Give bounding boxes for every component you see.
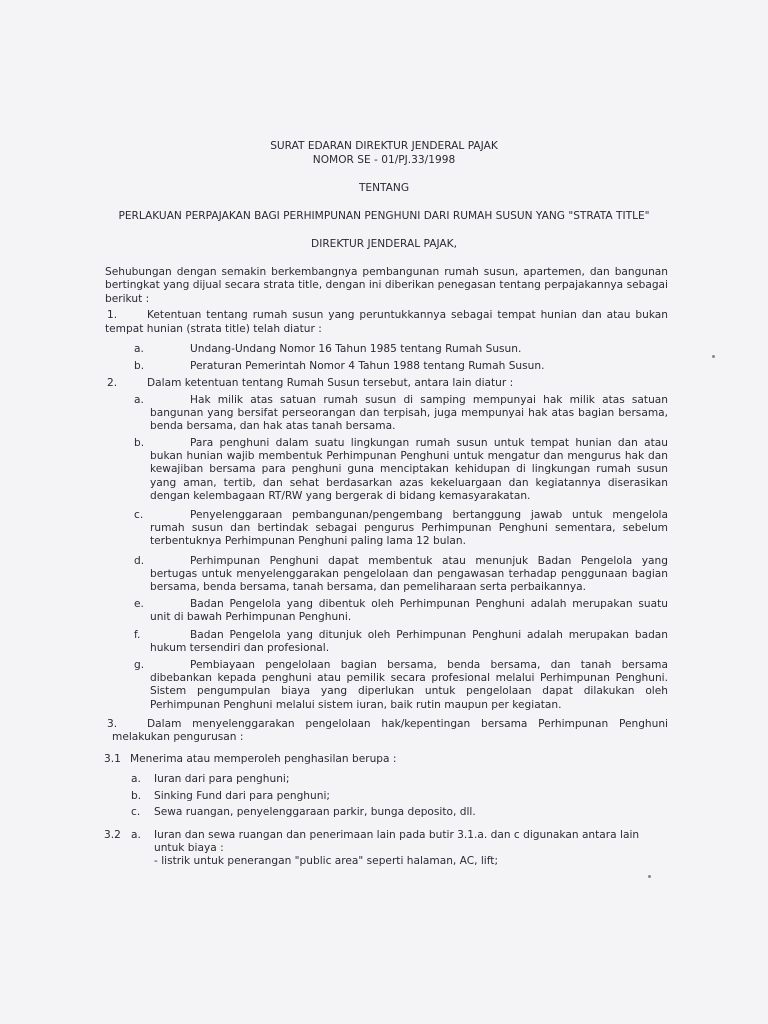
- sub-item-first-line: [190, 437, 668, 450]
- decree-subject: PERLAKUAN PERPAJAKAN BAGI PERHIMPUNAN PENGHUNI DARI RUMAH SUSUN YANG "STRATA TITLE": [118, 210, 650, 222]
- sub-line: Perhimpunan Penghuni dapat membentuk atau menunjuk Badan Pengelola yang: [190, 555, 668, 567]
- sub-line: Iuran dan sewa ruangan dan penerimaan lain pada butir 3.1.a. dan c digunakan antara lain: [154, 829, 640, 841]
- item-number: 1.: [107, 309, 118, 321]
- sub-item-first-line: [190, 555, 668, 568]
- sub-line: benda bersama, dan hak atas tanah bersama.: [150, 420, 396, 433]
- sub-item-text: Peraturan Pemerintah Nomor 4 Tahun 1988 tentang Rumah Susun.: [190, 360, 545, 372]
- sub-item-text: Sewa ruangan, penyelenggaraan parkir, bunga deposito, dll.: [154, 806, 476, 818]
- item-1-text: [147, 309, 668, 322]
- sub-number: a.: [131, 829, 141, 841]
- item-1-line: tempat hunian (strata title) telah diatur :: [105, 323, 322, 335]
- intro-line: bertingkat yang dijual secara strata title, dengan ini diberikan penegasan tentang perpajakannya sebagai: [105, 279, 668, 292]
- sub-line: Para penghuni dalam suatu lingkungan rumah susun untuk tempat hunian dan atau: [190, 437, 668, 449]
- sub-number: c.: [131, 806, 141, 818]
- sub-item-first-line: [190, 509, 668, 522]
- sub-item-text: Sinking Fund dari para penghuni;: [154, 790, 330, 802]
- sub-number: g.: [134, 659, 145, 671]
- sub-line: terbentuknya Perhimpunan Penghuni paling lama 12 bulan.: [150, 535, 466, 548]
- sub-line: dibebankan kepada penghuni atau pemilik secara profesional melalui Perhimpunan Penghuni.: [150, 672, 668, 684]
- sub-item-body: [150, 407, 668, 434]
- sub-number: a.: [131, 773, 141, 785]
- sub-line: bukan hunian wajib membentuk Perhimpunan Penghuni untuk mengatur dan mengurus hak dan: [150, 450, 668, 462]
- sub-line: unit di bawah Perhimpunan Penghuni.: [150, 611, 352, 623]
- item-2-text: Dalam ketentuan tentang Rumah Susun tersebut, antara lain diatur :: [147, 377, 514, 389]
- sub-item-body: [150, 672, 668, 712]
- sub-line: rumah susun dan bertindak sebagai pengurus Perhimpunan Penghuni sementara, sebelum: [150, 522, 668, 534]
- tentang-heading: TENTANG: [358, 182, 410, 194]
- sub-number: c.: [134, 509, 144, 521]
- sub-line: Pembiayaan pengelolaan bagian bersama, benda bersama, dan tanah bersama: [190, 659, 668, 671]
- item-number: 3.: [107, 718, 118, 730]
- sub-line: Perhimpunan Penghuni melalui sistem iuran, baik rutin maupun per kegiatan.: [150, 698, 562, 711]
- sub-line: - listrik untuk penerangan "public area" seperti halaman, AC, lift;: [154, 855, 499, 867]
- sub-item-first-line: [190, 598, 668, 611]
- sub-item-first-line: [190, 659, 668, 672]
- decree-title: SURAT EDARAN DIREKTUR JENDERAL PAJAK: [270, 140, 498, 152]
- scan-speck: [648, 875, 651, 878]
- sub-line: yang aman, tertib, dan sehat berdasarkan azas kekeluargaan dan kegiatannya diserasikan: [150, 476, 668, 489]
- sub-line: dengan kelembagaan RT/RW yang bergerak di bidang kemasyarakatan.: [150, 490, 531, 503]
- sub-line: Hak milik atas satuan rumah susun di samping mempunyai hak milik atas satuan: [190, 394, 668, 406]
- sub-number: a.: [134, 394, 144, 406]
- sub-line: bersama, benda bersama, tanah bersama, dan pemeliharaan serta perbaikannya.: [150, 581, 586, 594]
- sub-line: bertugas untuk menyelenggarakan pengelolaan dan pengawasan terhadap penggunaan bagian: [150, 568, 668, 580]
- sub-item-first-line: [190, 629, 668, 642]
- item-3-text: [147, 718, 668, 731]
- item-1-line: Ketentuan tentang rumah susun yang peruntukkannya sebagai tempat hunian dan atau bukan: [147, 309, 668, 321]
- sub-number: a.: [134, 343, 144, 355]
- scan-speck: [712, 355, 715, 358]
- sub-item-text: Iuran dari para penghuni;: [154, 773, 290, 785]
- sub-line: Sistem pengumpulan biaya yang diperlukan untuk pengelolaan dapat dilakukan oleh: [150, 685, 668, 698]
- sub-item-first-line: [190, 394, 668, 407]
- sub-number: d.: [134, 555, 145, 567]
- item-number: 3.2: [104, 829, 121, 841]
- decree-number: NOMOR SE - 01/PJ.33/1998: [312, 154, 456, 166]
- sub-number: f.: [134, 629, 141, 641]
- sub-number: e.: [134, 598, 144, 610]
- item-3-1-text: Menerima atau memperoleh penghasilan berupa :: [130, 753, 397, 765]
- intro-paragraph: [105, 266, 668, 306]
- sub-item-body: [150, 568, 668, 595]
- sub-number: b.: [134, 360, 145, 372]
- sub-line: kewajiban bersama para penghuni guna menciptakan kehidupan di lingkungan rumah susun: [150, 463, 668, 476]
- sub-item-text: Undang-Undang Nomor 16 Tahun 1985 tentang Rumah Susun.: [190, 343, 522, 355]
- item-number: 3.1: [104, 753, 121, 765]
- sub-line: bangunan yang bersifat perseorangan dan terpisah, juga mempunyai hak atas bagian bersama,: [150, 407, 668, 419]
- sub-line: untuk biaya :: [154, 842, 224, 854]
- sub-line: hukum tersendiri dan profesional.: [150, 642, 330, 654]
- sub-item-body: [150, 522, 668, 549]
- sub-number: b.: [131, 790, 142, 802]
- item-3-line: melakukan pengurusan :: [112, 731, 244, 743]
- issuer-heading: DIREKTUR JENDERAL PAJAK,: [311, 238, 457, 250]
- item-3-line: Dalam menyelenggarakan pengelolaan hak/kepentingan bersama Perhimpunan Penghuni: [147, 718, 668, 730]
- sub-line: Badan Pengelola yang ditunjuk oleh Perhimpunan Penghuni adalah merupakan badan: [190, 629, 668, 641]
- intro-line: berikut :: [105, 292, 150, 305]
- item-number: 2.: [107, 377, 118, 389]
- sub-line: Badan Pengelola yang dibentuk oleh Perhimpunan Penghuni adalah merupakan suatu: [190, 598, 668, 610]
- sub-line: Penyelenggaraan pembangunan/pengembang bertanggung jawab untuk mengelola: [190, 509, 668, 521]
- sub-number: b.: [134, 437, 145, 449]
- intro-line: Sehubungan dengan semakin berkembangnya pembangunan rumah susun, apartemen, dan bangunan: [105, 266, 668, 278]
- sub-item-body: [150, 450, 668, 504]
